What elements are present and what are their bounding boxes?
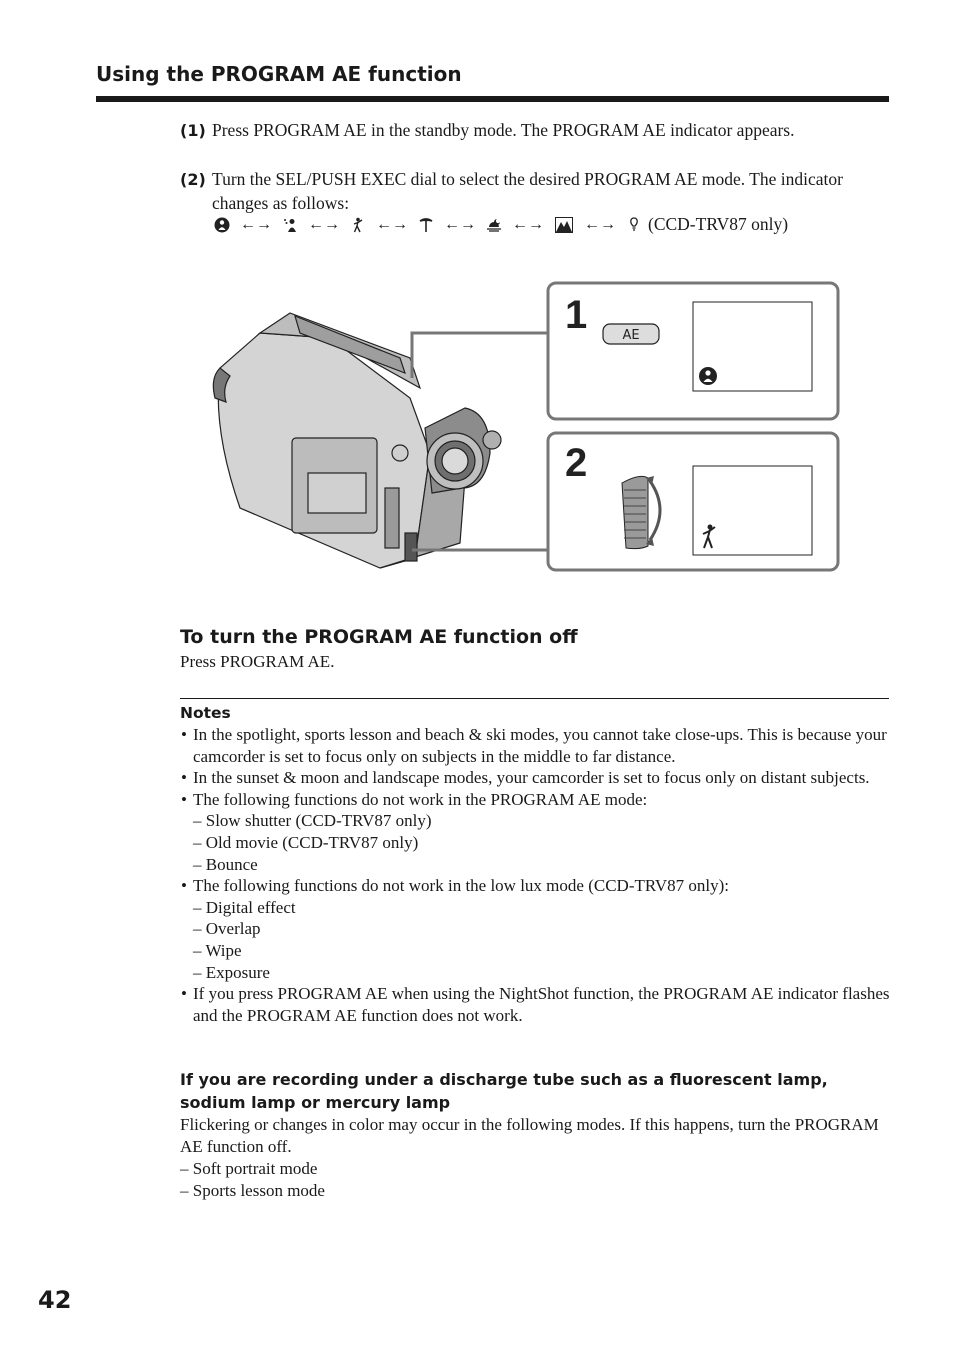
note-item: • In the sunset & moon and landscape modes, your camcorder is set to focus only on distant subjects. <box>180 767 892 789</box>
sub-heading: To turn the PROGRAM AE function off <box>180 626 578 648</box>
arrow: ←→ <box>240 215 272 233</box>
spotlight-icon <box>214 217 230 233</box>
camcorder-illustration <box>213 313 501 568</box>
sports-lesson-icon <box>350 217 366 233</box>
note-item: • The following functions do not work in the PROGRAM AE mode: <box>180 789 892 811</box>
panel-2-number: 2 <box>565 441 588 485</box>
spotlight-indicator-icon <box>699 367 717 385</box>
arrow: ←→ <box>376 215 408 233</box>
ae-button-label: AE <box>622 328 640 343</box>
title-rule <box>96 96 889 102</box>
notes-title: Notes <box>180 704 231 722</box>
caution-list <box>180 1158 325 1201</box>
panel-1-number: 1 <box>565 293 588 337</box>
note-item: • If you press PROGRAM AE when using the NightShot function, the PROGRAM AE indicator flashes and the PROGRAM AE function does not work. <box>180 983 892 1026</box>
step-text: Turn the SEL/PUSH EXEC dial to select the desired PROGRAM AE mode. The indicator changes as follows: <box>212 169 843 213</box>
note-subitem: – Overlap <box>193 919 261 939</box>
low-lux-icon <box>626 217 642 233</box>
arrow: ←→ <box>512 215 544 233</box>
notes-divider <box>180 698 889 699</box>
note-subitem: – Digital effect <box>193 897 296 917</box>
arrow: ←→ <box>444 215 476 233</box>
landscape-icon <box>554 217 574 233</box>
note-item: • The following functions do not work in the low lux mode (CCD-TRV87 only): <box>180 875 892 897</box>
section-title: Using the PROGRAM AE function <box>96 62 462 86</box>
step-number: (1) <box>180 121 206 140</box>
note-subitem: – Bounce <box>193 854 258 874</box>
note-subitem: – Slow shutter (CCD-TRV87 only) <box>193 811 432 831</box>
step-text: Press PROGRAM AE in the standby mode. The PROGRAM AE indicator appears. <box>212 120 795 140</box>
note-item: • In the spotlight, sports lesson and beach & ski modes, you cannot take close-ups. This is because your camcorder is set to focus only on subjects in the middle to far distance. <box>180 724 892 767</box>
notes-list <box>180 724 892 1026</box>
page-number: 42 <box>38 1286 72 1314</box>
caution-item: – Sports lesson mode <box>180 1180 325 1200</box>
sub-text: Press PROGRAM AE. <box>180 652 335 671</box>
caution-heading: If you are recording under a discharge tube such as a fluorescent lamp, sodium lamp or mercury lamp <box>180 1070 828 1112</box>
note-subitem: – Exposure <box>193 962 270 982</box>
sequence-note: (CCD-TRV87 only) <box>648 214 789 234</box>
camcorder-figure <box>200 278 850 578</box>
arrow: ←→ <box>584 215 616 233</box>
viewfinder-screen-2 <box>693 466 812 555</box>
caution-item: – Soft portrait mode <box>180 1159 318 1178</box>
soft-portrait-icon <box>282 217 298 233</box>
mode-sequence <box>214 214 788 235</box>
beach-ski-icon <box>418 217 434 233</box>
step-2 <box>180 167 880 215</box>
caution-text: Flickering or changes in color may occur in the following modes. If this happens, turn the PROGRAM AE function off. <box>180 1115 879 1156</box>
step-number: (2) <box>180 170 206 189</box>
note-subitem: – Wipe <box>193 940 242 960</box>
sunset-moon-icon <box>486 217 502 233</box>
note-subitem: – Old movie (CCD-TRV87 only) <box>193 832 419 852</box>
arrow: ←→ <box>308 215 340 233</box>
step-1 <box>180 118 880 142</box>
